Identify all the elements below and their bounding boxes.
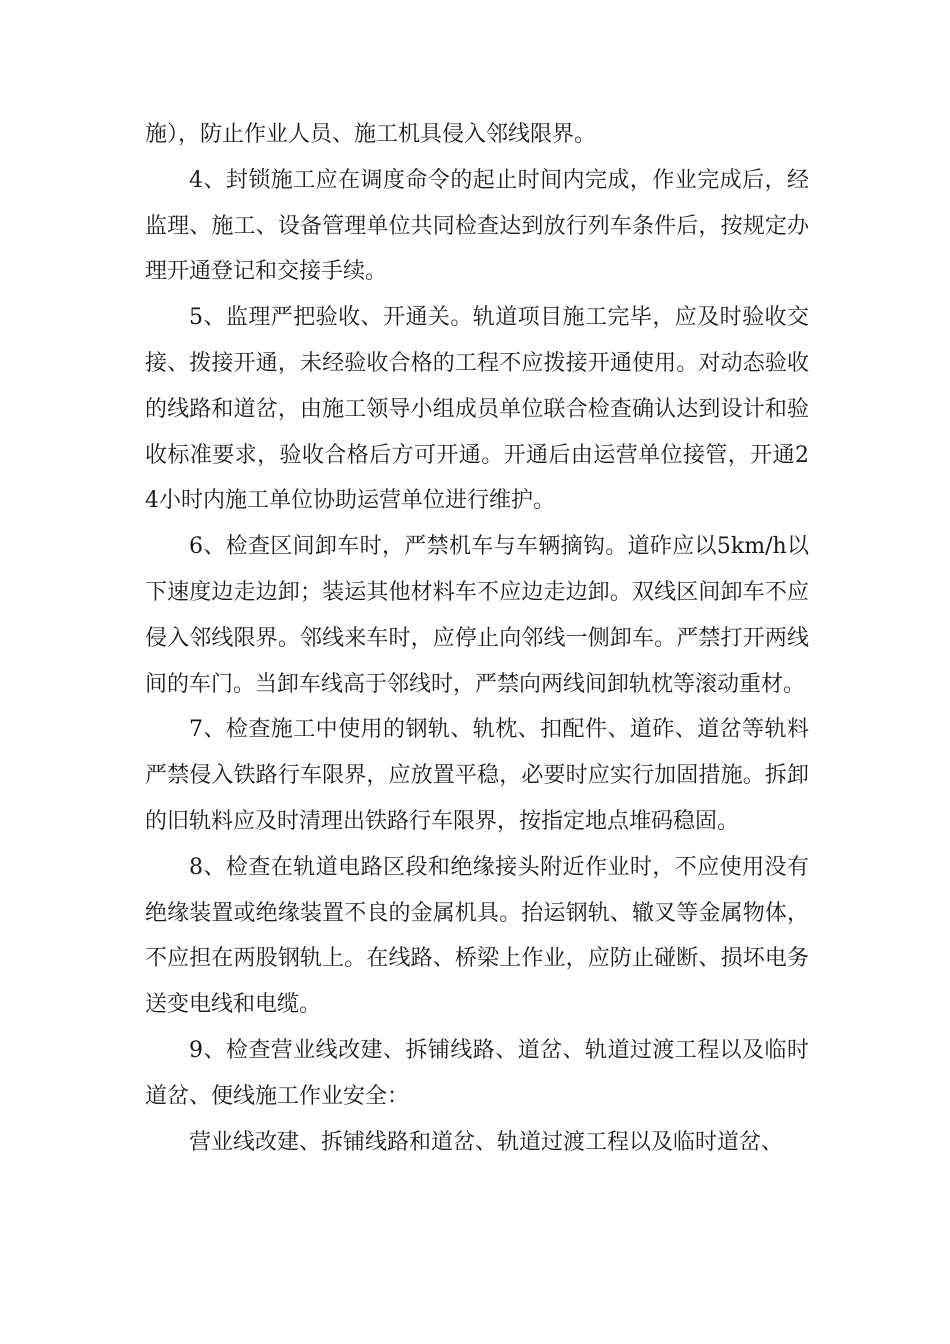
paragraph-continuation: 施），防止作业人员、施工机具侵入邻线限界。 bbox=[145, 122, 597, 147]
paragraph-item-7: 7、检查施工中使用的钢轨、轨枕、扣配件、道砟、道岔等轨料严禁侵入铁路行车限界，应放置平稳，必要时应实行加固措施。拆卸的旧轨料应及时清理出铁路行车限界，按指定地点堆码稳固。 bbox=[145, 717, 809, 834]
paragraph-item-5: 5、监理严把验收、开通关。轨道项目施工完毕，应及时验收交接、拨接开通，未经验收合格的工程不应拨接开通使用。对动态验收的线路和道岔，由施工领导小组成员单位联合检查确认达到设计和验收标准要求，验收合格后方可开通。开通后由运营单位接管，开通24小时内施工单位协助运营单位进行维护。 bbox=[145, 305, 809, 514]
paragraph-item-9: 9、检查营业线改建、拆铺线路、道岔、轨道过渡工程以及临时道岔、便线施工作业安全： bbox=[145, 1037, 809, 1109]
paragraph-item-9-detail: 营业线改建、拆铺线路和道岔、轨道过渡工程以及临时道岔、 bbox=[189, 1129, 784, 1155]
paragraph-item-8: 8、检查在轨道电路区段和绝缘接头附近作业时，不应使用没有绝缘装置或绝缘装置不良的金属机具。抬运钢轨、辙叉等金属物体，不应担在两股钢轨上。在线路、桥梁上作业，应防止碰断、损坏电务送变电线和电缆。 bbox=[145, 854, 809, 1018]
paragraph-item-4: 4、封锁施工应在调度命令的起止时间内完成，作业完成后，经监理、施工、设备管理单位共同检查达到放行列车条件后，按规定办理开通登记和交接手续。 bbox=[145, 167, 809, 285]
paragraph-item-6: 6、检查区间卸车时，严禁机车与车辆摘钩。道砟应以5km/h以下速度边走边卸；装运其他材料车不应边走边卸。双线区间卸车不应侵入邻线限界。邻线来车时，应停止向邻线一侧卸车。严禁打开两线间的车门。当卸车线高于邻线时，严禁向两线间卸轨枕等滚动重材。 bbox=[145, 534, 809, 697]
body-text bbox=[145, 112, 809, 1165]
